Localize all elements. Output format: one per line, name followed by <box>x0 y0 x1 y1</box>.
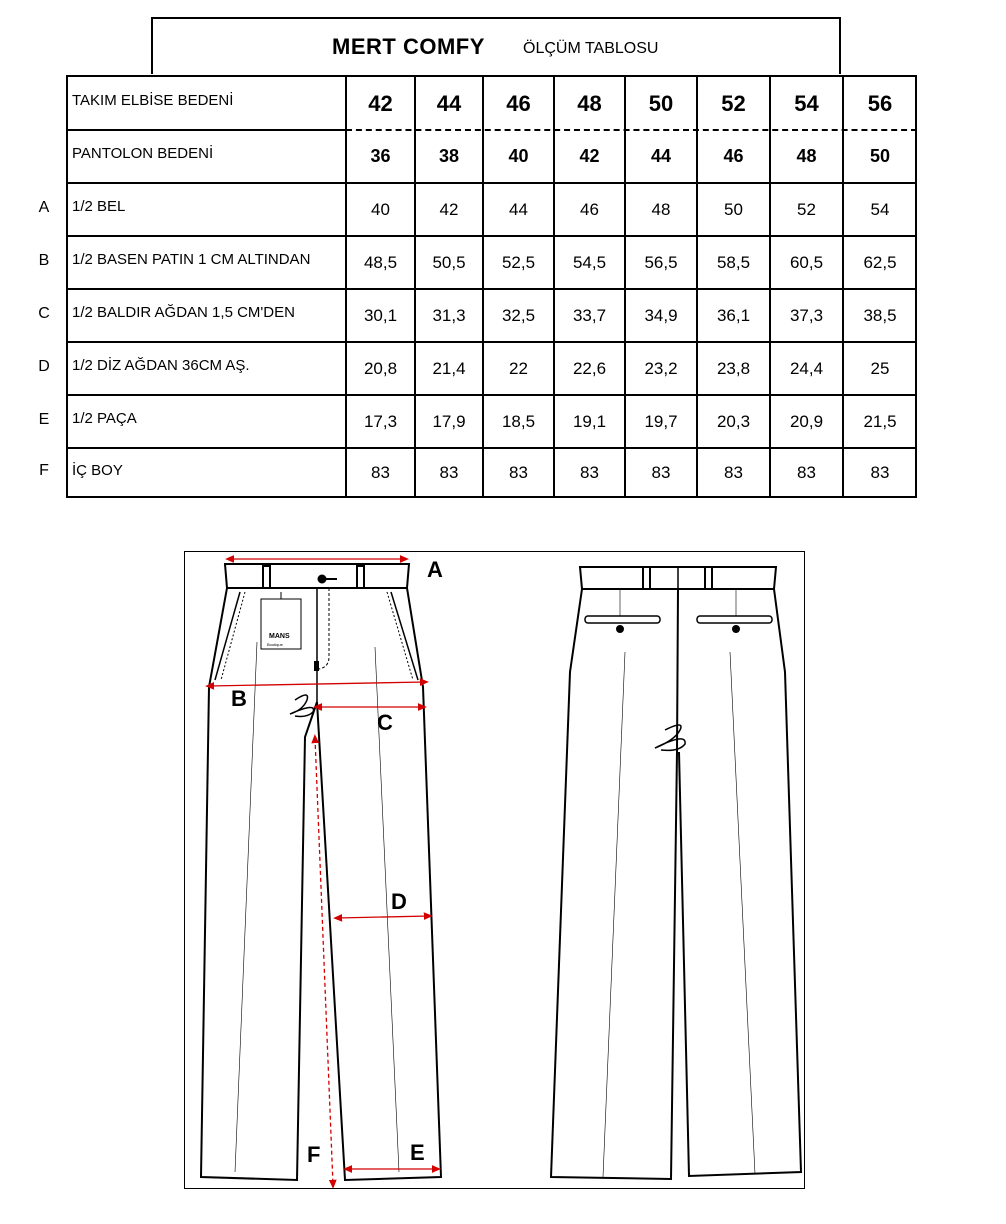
measurement-value: 37,3 <box>789 305 824 325</box>
arrow-d <box>337 916 429 918</box>
pants-size-cell: 46 <box>723 146 744 166</box>
measurement-value: 83 <box>651 463 671 482</box>
suit-size-cell: 54 <box>794 90 819 116</box>
measurement-label: 1/2 BALDIR AĞDAN 1,5 CM'DEN <box>72 304 295 321</box>
row-letter: C <box>38 304 50 322</box>
back-pants <box>551 567 801 1179</box>
measurement-value: 17,9 <box>432 411 466 431</box>
suit-size-cell: 46 <box>506 90 531 116</box>
measurement-value: 25 <box>870 358 890 378</box>
measurement-value: 83 <box>439 463 459 482</box>
pants-size-cell: 42 <box>579 146 600 166</box>
suit-size-cell: 56 <box>867 90 893 116</box>
pants-size-cell: 48 <box>796 146 817 166</box>
measurement-value: 24,4 <box>789 358 824 378</box>
chart-subtitle: ÖLÇÜM TABLOSU <box>523 40 659 57</box>
row-letter: A <box>38 198 50 216</box>
measurement-value: 21,4 <box>432 358 466 378</box>
measurement-value: 83 <box>724 463 743 482</box>
belt-loop <box>263 566 270 588</box>
measurement-value: 83 <box>509 463 528 482</box>
pants-size-label: PANTOLON BEDENİ <box>72 145 214 162</box>
tag-brand: MANS <box>269 633 290 640</box>
measurement-value: 58,5 <box>716 252 751 272</box>
row-letter: F <box>39 462 49 479</box>
belt-loop <box>643 567 650 589</box>
pants-size-cell: 50 <box>869 146 891 166</box>
measurement-value: 42 <box>439 199 459 219</box>
measurement-value: 38,5 <box>863 305 897 325</box>
label-a: A <box>427 557 443 582</box>
row-letter: E <box>38 410 50 428</box>
measurement-label: İÇ BOY <box>72 461 123 479</box>
front-pants <box>199 564 441 1190</box>
size-table <box>66 75 917 498</box>
title-box <box>151 17 841 74</box>
measurement-value: 20,8 <box>363 358 398 378</box>
measurement-value: 20,3 <box>716 411 751 431</box>
measurement-value: 30,1 <box>363 305 398 325</box>
pants-size-cell: 40 <box>508 146 529 166</box>
measure-arrows <box>209 559 437 1185</box>
button-icon <box>319 576 326 583</box>
measurement-value: 19,7 <box>644 411 678 431</box>
label-d: D <box>391 889 407 914</box>
front-waistband <box>225 564 409 588</box>
label-f: F <box>307 1142 321 1167</box>
suit-size-cell: 44 <box>436 90 462 116</box>
pants-size-cell: 38 <box>438 146 460 166</box>
suit-size-cell: 42 <box>368 90 393 116</box>
measurement-value: 60,5 <box>789 252 824 272</box>
measurement-label: 1/2 DİZ AĞDAN 36CM AŞ. <box>72 357 250 374</box>
measurement-value: 83 <box>797 463 816 482</box>
measurement-value: 21,5 <box>863 411 897 431</box>
measurement-value: 48 <box>651 199 671 219</box>
belt-loop <box>357 566 364 588</box>
belt-loop <box>705 567 712 589</box>
measurement-value: 83 <box>580 463 599 482</box>
pants-diagram <box>184 551 805 1189</box>
measurement-value: 52 <box>797 199 816 219</box>
row-letter: B <box>38 251 50 269</box>
measurement-label: 1/2 BEL <box>72 198 126 215</box>
measurement-value: 56,5 <box>644 252 678 272</box>
measurement-value: 18,5 <box>501 411 536 431</box>
pants-size-cell: 44 <box>650 146 672 166</box>
back-pocket <box>585 616 660 623</box>
back-pocket <box>697 616 772 623</box>
suit-size-cell: 48 <box>577 90 602 116</box>
row-letter: D <box>38 357 50 375</box>
measurement-value: 54 <box>870 199 890 219</box>
measurement-value: 40 <box>371 199 390 219</box>
measurement-value: 50,5 <box>432 252 466 272</box>
measurement-value: 50 <box>724 199 743 219</box>
label-c: C <box>377 710 393 735</box>
measurement-value: 44 <box>509 199 528 219</box>
label-e: E <box>410 1140 425 1165</box>
measurement-value: 46 <box>580 199 599 219</box>
suit-size-cell: 52 <box>721 90 746 116</box>
measurement-value: 83 <box>371 463 390 482</box>
measurement-value: 22,6 <box>572 358 607 378</box>
measurement-value: 48,5 <box>363 252 398 272</box>
pants-size-cell: 36 <box>370 146 391 166</box>
brand-title: MERT COMFY <box>332 34 485 59</box>
measurement-value: 34,9 <box>644 305 678 325</box>
measurement-label: 1/2 PAÇA <box>72 410 137 427</box>
measurement-value: 22 <box>509 358 528 378</box>
measurement-value: 33,7 <box>572 305 607 325</box>
measurement-value: 20,9 <box>789 411 824 431</box>
measurement-value: 19,1 <box>572 411 607 431</box>
label-b: B <box>231 686 247 711</box>
tag-sub: Boutique <box>267 642 283 647</box>
measurement-value: 32,5 <box>501 305 536 325</box>
pants-drawing <box>185 552 806 1190</box>
suit-size-label: TAKIM ELBİSE BEDENİ <box>72 92 234 109</box>
measurement-label: 1/2 BASEN PATIN 1 CM ALTINDAN <box>72 251 311 268</box>
measurement-value: 83 <box>870 463 890 482</box>
measurement-value: 23,2 <box>644 358 678 378</box>
measurement-value: 52,5 <box>501 252 536 272</box>
suit-size-cell: 50 <box>648 90 674 116</box>
measurement-value: 17,3 <box>363 411 398 431</box>
measurement-value: 54,5 <box>572 252 607 272</box>
measurement-value: 31,3 <box>432 305 466 325</box>
measurement-value: 62,5 <box>863 252 897 272</box>
measurement-value: 36,1 <box>716 305 751 325</box>
measurement-value: 23,8 <box>716 358 751 378</box>
